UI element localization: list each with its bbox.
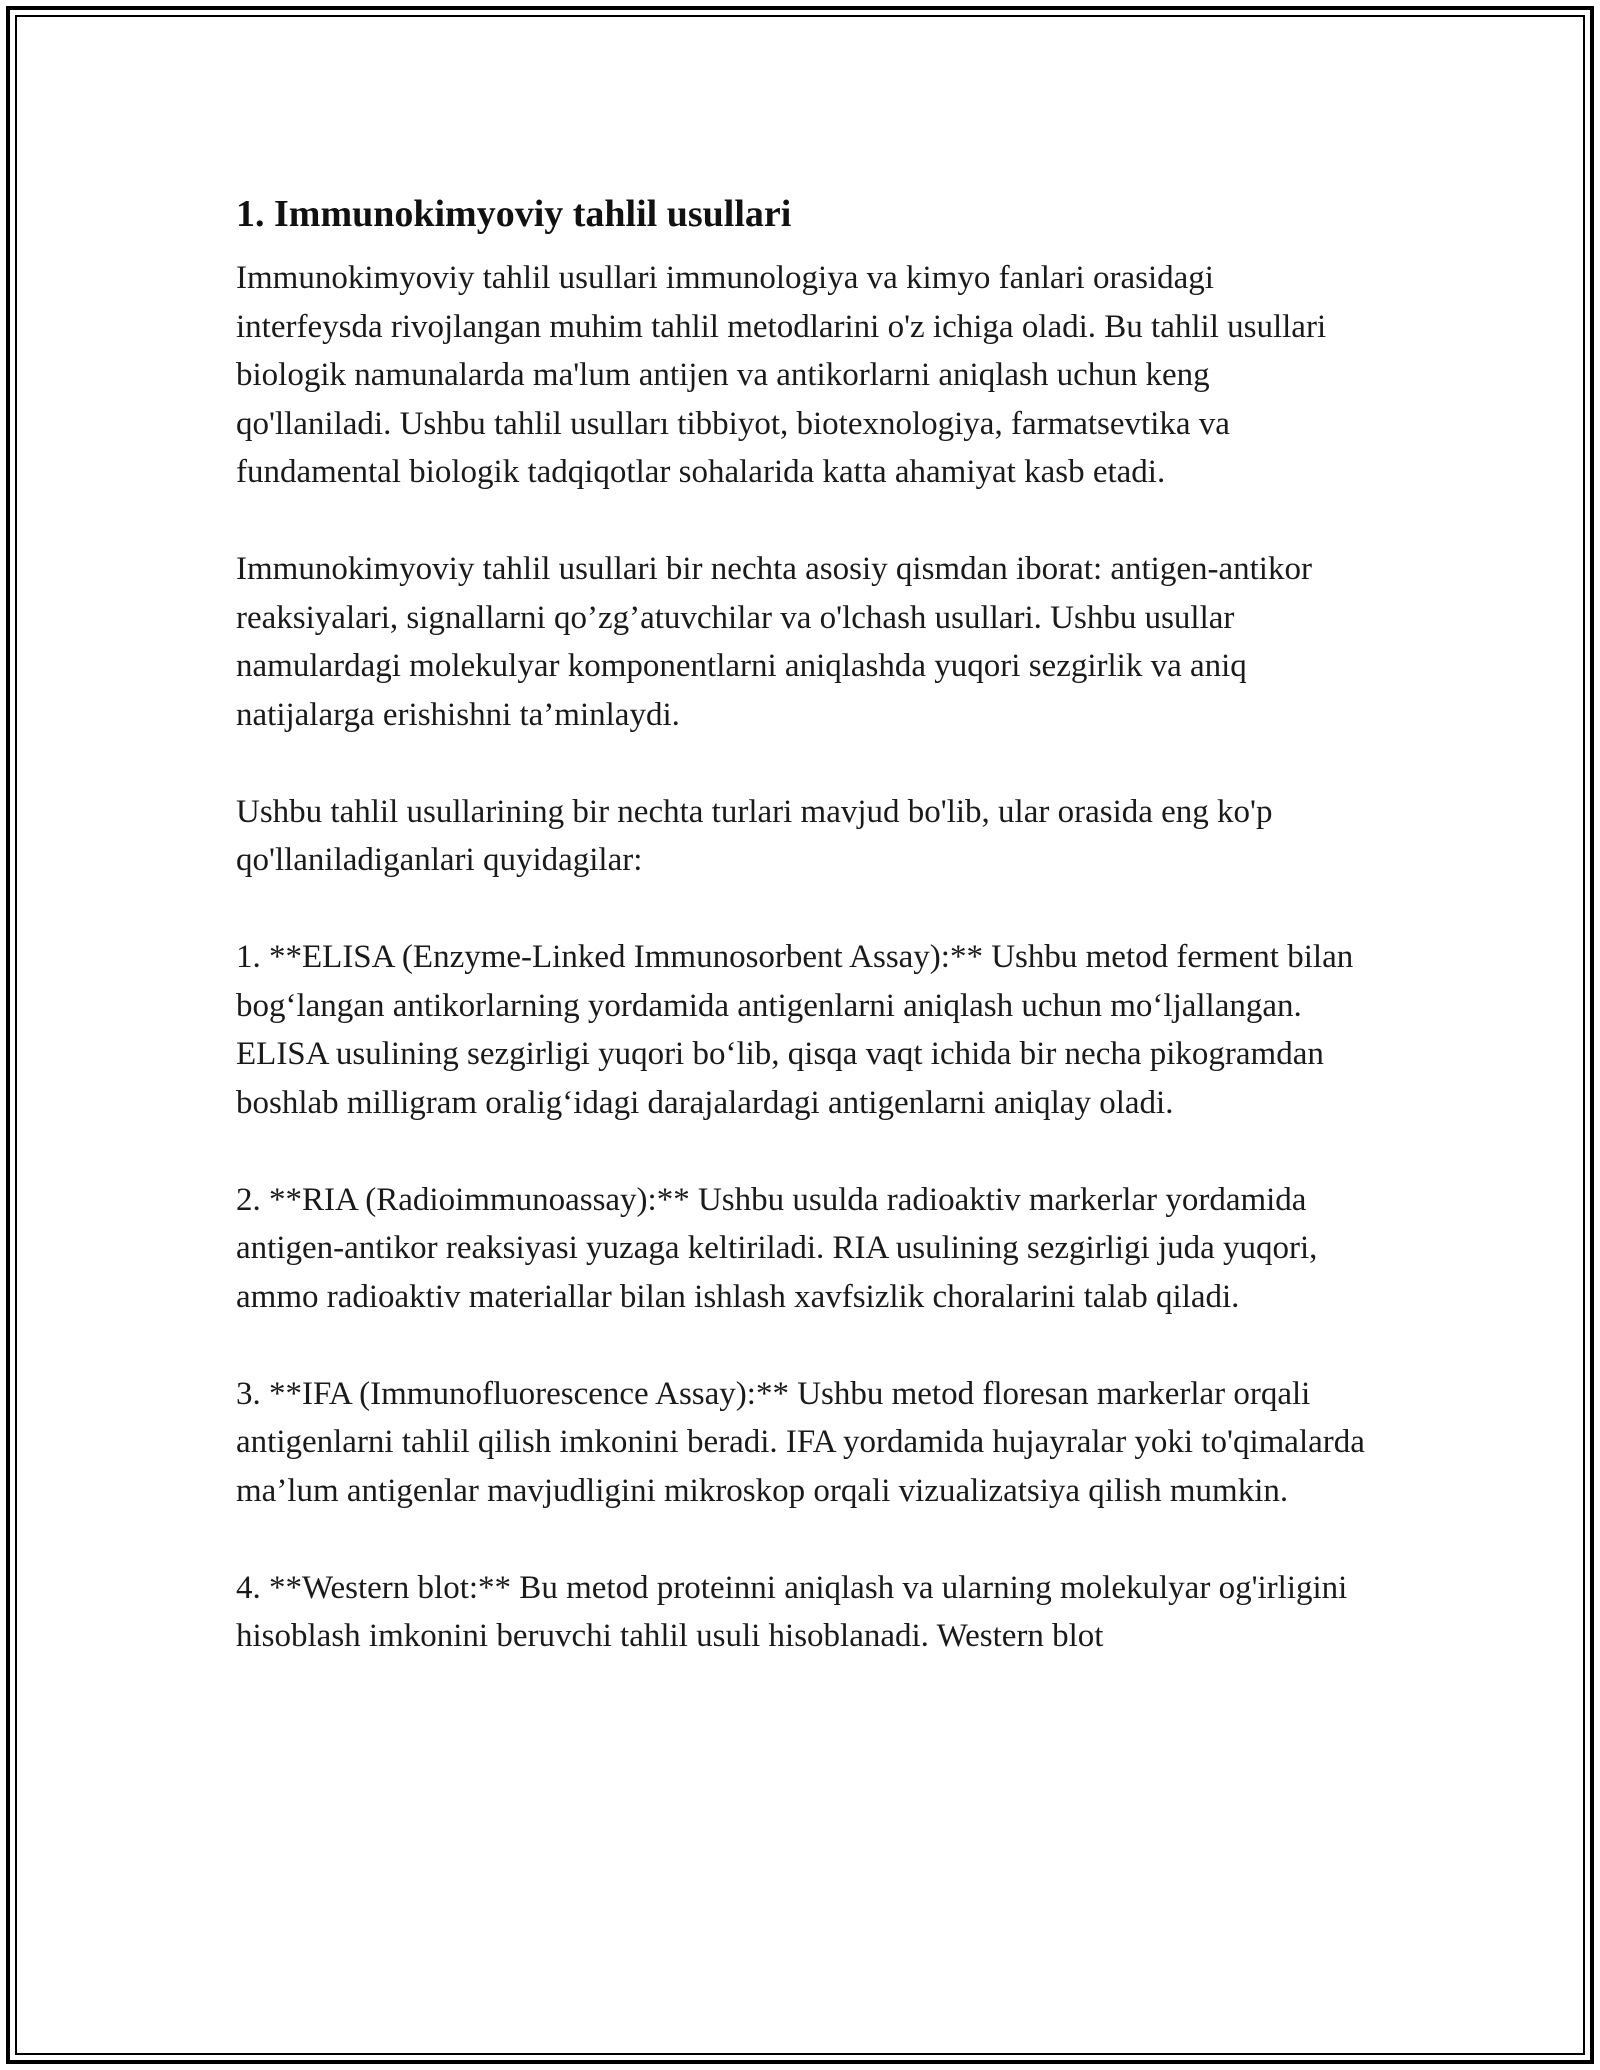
section-heading: 1. Immunokimyoviy tahlil usullari [236, 193, 792, 235]
list-item-ifa: 3. **IFA (Immunofluorescence Assay):** Ushbu metod floresan markerlar orqali antigenlarni tahlil qilish imkonini beradi. IFA yordamida hujayralar yoki to'qimalarda ma’lum antigenlar mavjudligini mikroskop orqali vizualizatsiya qilish mumkin. [236, 1375, 1365, 1509]
list-item-elisa: 1. **ELISA (Enzyme-Linked Immunosorbent Assay):** Ushbu metod ferment bilan bog‘langan antikorlarning yordamida antigenlarni aniqlash uchun mo‘ljallangan. ELISA usulining sezgirligi yuqori bo‘lib, qisqa vaqt ichida bir necha pikogramdan boshlab milligram oralig‘idagi darajalardagi antigenlarni aniqlay oladi. [236, 939, 1354, 1121]
paragraph-types-intro: Ushbu tahlil usullarining bir nechta turlari mavjud bo'lib, ular orasida eng ko'p qo'llaniladiganlari quyidagilar: [236, 793, 1273, 878]
list-item-western-blot: 4. **Western blot:** Bu metod proteinni aniqlash va ularning molekulyar og'irligini hisoblash imkonini beruvchi tahlil usuli hisoblanadi. Western blot [236, 1569, 1348, 1654]
document-body [236, 186, 1366, 1661]
list-item-ria: 2. **RIA (Radioimmunoassay):** Ushbu usulda radioaktiv markerlar yordamida antigen-antikor reaksiyasi yuzaga keltiriladi. RIA usulining sezgirligi juda yuqori, ammo radioaktiv materiallar bilan ishlash xavfsizlik choralarini talab qiladi. [236, 1181, 1318, 1315]
paragraph-components: Immunokimyoviy tahlil usullari bir nechta asosiy qismdan iborat: antigen-antikor reaksiyalari, signallarni qo’zg’atuvchilar va o'lchash usullari. Ushbu usullar namulardagi molekulyar komponentlarni aniqlashda yuqori sezgirlik va aniq natijalarga erishishni ta’minlaydi. [236, 551, 1312, 733]
paragraph-intro: Immunokimyoviy tahlil usullari immunologiya va kimyo fanlari orasidagi interfeysda rivojlangan muhim tahlil metodlarini o'z ichiga oladi. Bu tahlil usullari biologik namunalarda ma'lum antijen va antikorlarni aniqlash uchun keng qo'llaniladi. Ushbu tahlil usulları tibbiyot, biotexnologiya, farmatsevtika va fundamental biologik tadqiqotlar sohalarida katta ahamiyat kasb etadi. [236, 260, 1327, 490]
